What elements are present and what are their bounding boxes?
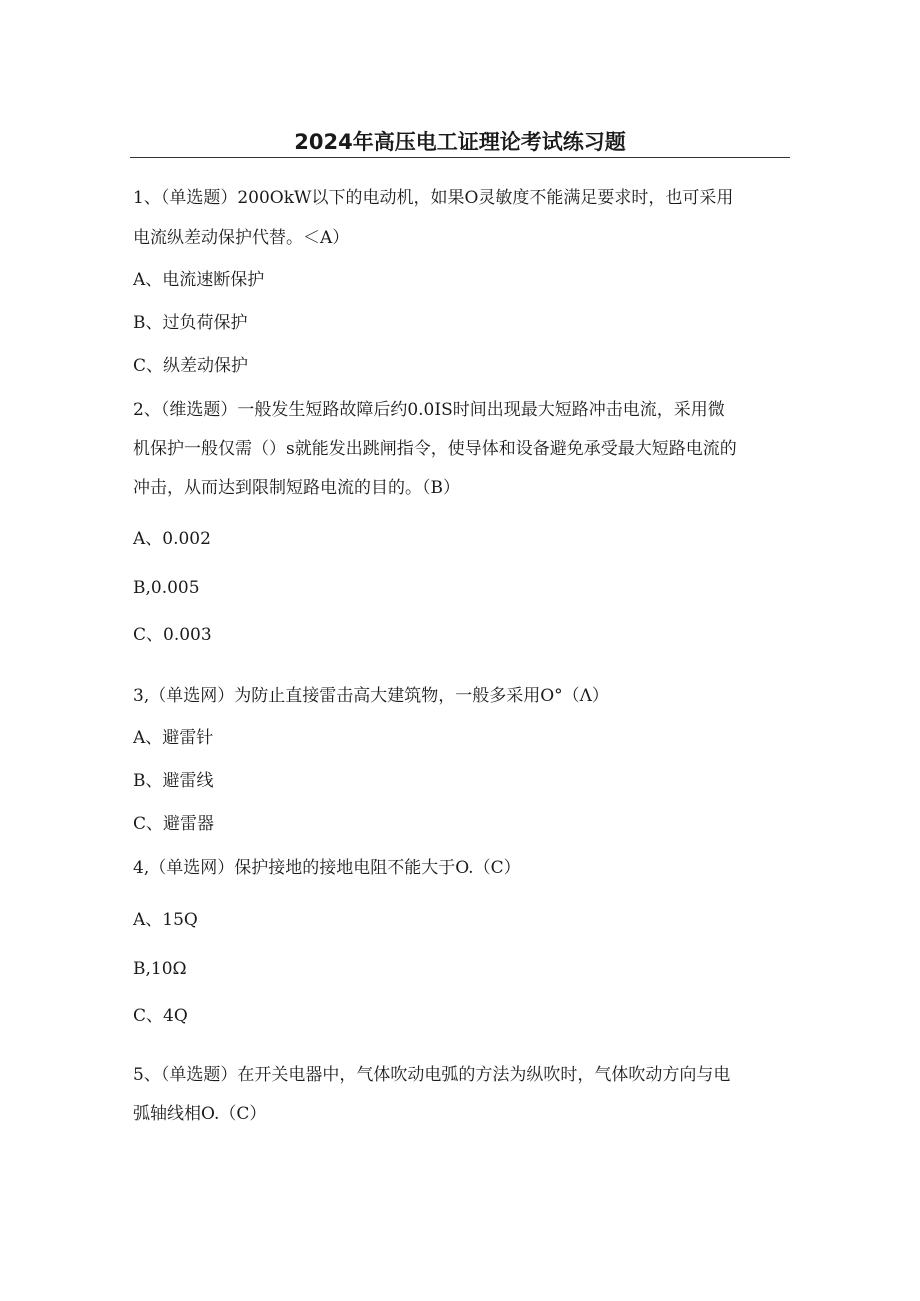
question-2-text-line-2: 机保护一般仅需（）s就能发出跳闸指令，使导体和设备避免承受最大短路电流的 [133,439,737,459]
question-2-text-line-3: 冲击，从而达到限制短路电流的目的。（B） [133,478,460,498]
question-1-text-line-1: 1、（单选题）200OkW以下的电动机，如果O灵敏度不能满足要求时，也可采用 [133,188,734,208]
question-3-option-a: A、避雷针 [133,728,214,748]
question-5-text-line-1: 5、（单选题）在开关电器中，气体吹动电弧的方法为纵吹时，气体吹动方向与电 [133,1065,731,1085]
question-4-text-line-1: 4,（单选网）保护接地的接地电阻不能大于O.（C） [133,858,521,878]
question-2-option-c: C、0.003 [133,625,212,645]
title-rule [130,157,790,158]
question-5-text-line-2: 弧轴线相O.（C） [133,1104,267,1124]
question-4-option-b: B,10Ω [133,959,187,979]
question-1-text-line-2: 电流纵差动保护代替。＜A） [133,228,350,248]
question-2-option-a: A、0.002 [133,529,211,549]
question-4-option-c: C、4Q [133,1006,188,1026]
question-1-option-c: C、纵差动保护 [133,356,249,376]
question-3-option-c: C、避雷器 [133,814,215,834]
question-4-option-a: A、15Q [133,910,198,930]
question-2-option-b: B,0.005 [133,578,200,598]
question-1-option-b: B、过负荷保护 [133,313,248,333]
question-3-option-b: B、避雷线 [133,771,214,791]
question-3-text-line-1: 3,（单选网）为防止直接雷击高大建筑物，一般多采用O°（Λ） [133,686,609,706]
question-2-text-line-1: 2、（维选题）一般发生短路故障后约0.0IS时间出现最大短路冲击电流，采用微 [133,400,725,420]
document-title: 2024年高压电工证理论考试练习题 [294,130,626,154]
question-1-option-a: A、电流速断保护 [133,270,265,290]
